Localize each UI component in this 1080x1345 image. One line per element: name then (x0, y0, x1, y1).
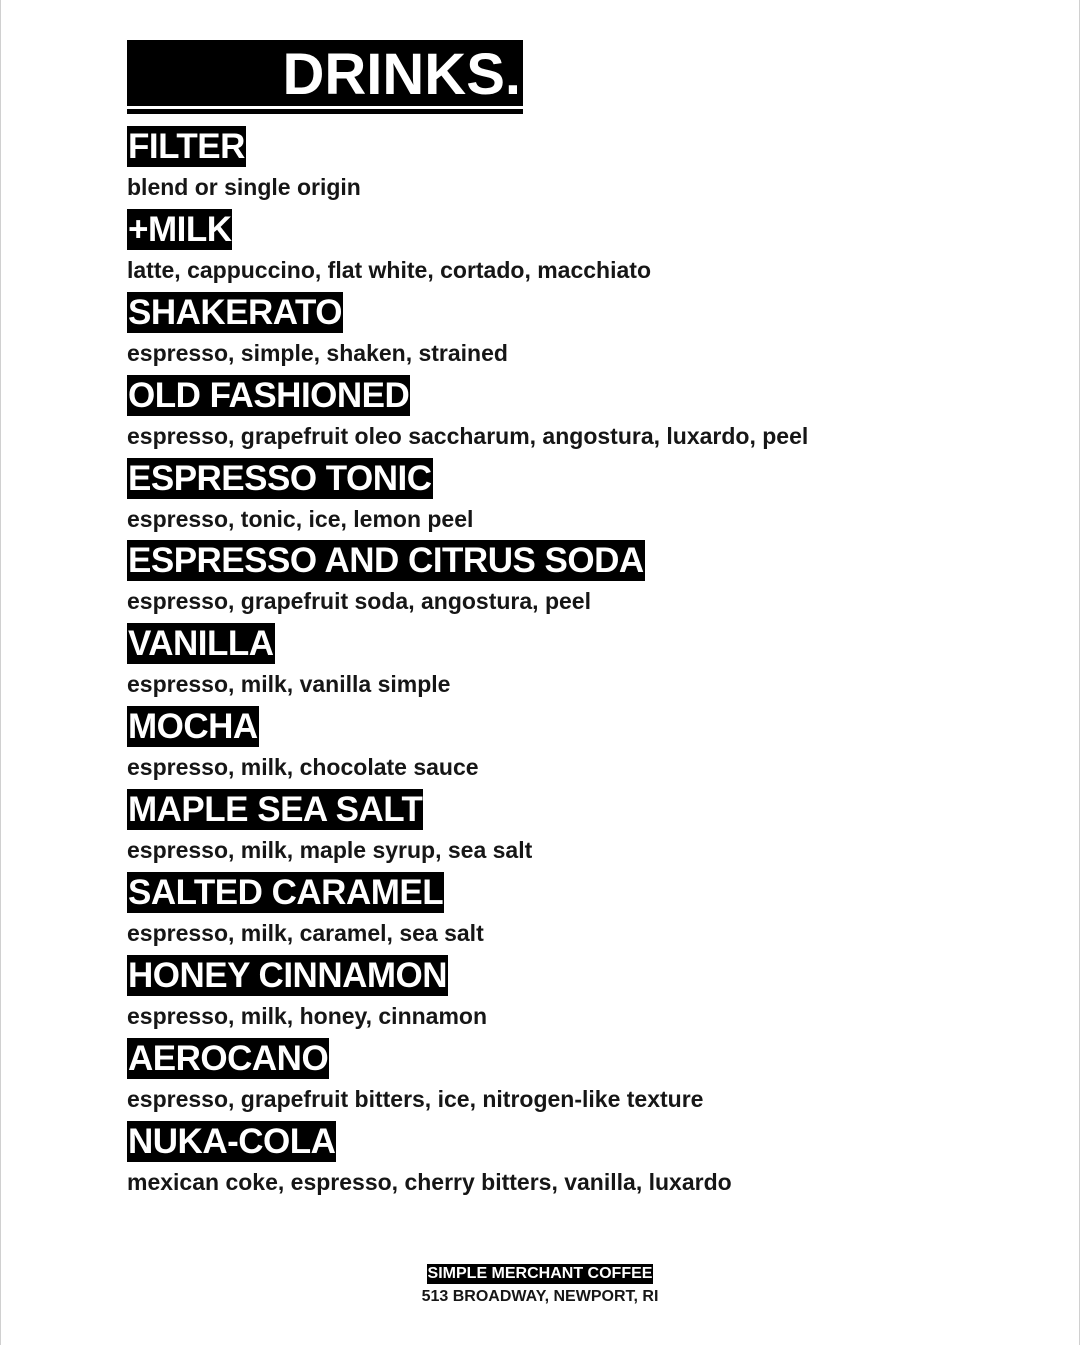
menu-item-name: OLD FASHIONED (128, 375, 410, 415)
menu-item-name: ESPRESSO AND CITRUS SODA (128, 541, 644, 581)
menu-item-description: espresso, milk, vanilla simple (127, 671, 451, 698)
menu-item-list (127, 126, 1027, 1204)
menu-item (127, 706, 1027, 789)
menu-item-description: espresso, milk, caramel, sea salt (127, 920, 484, 947)
shop-name: SIMPLE MERCHANT COFFEE (427, 1265, 653, 1282)
menu-item (127, 1121, 1027, 1204)
left-page-edge (0, 0, 1, 1345)
menu-item-name: AEROCANO (128, 1038, 329, 1078)
menu-item-description: espresso, grapefruit oleo saccharum, angostura, luxardo, peel (127, 422, 809, 449)
menu-item-name: NUKA-COLA (128, 1121, 336, 1161)
menu-item-description: latte, cappuccino, flat white, cortado, macchiato (127, 256, 651, 283)
menu-item (127, 623, 1027, 706)
menu-item (127, 292, 1027, 375)
menu-item (127, 1038, 1027, 1121)
menu-item-description: espresso, grapefruit bitters, ice, nitrogen-like texture (127, 1085, 704, 1112)
menu-item-description: espresso, simple, shaken, strained (127, 339, 508, 366)
menu-item-description: espresso, grapefruit soda, angostura, peel (127, 588, 591, 615)
menu-item-description: espresso, milk, honey, cinnamon (127, 1002, 488, 1029)
menu-item-name: FILTER (128, 127, 245, 166)
drinks-menu (127, 40, 1027, 1204)
menu-item (127, 955, 1027, 1038)
menu-item-name: MAPLE SEA SALT (128, 790, 423, 830)
menu-item-name: SHAKERATO (128, 292, 342, 332)
menu-item-description: espresso, tonic, ice, lemon peel (127, 505, 474, 532)
menu-title: DRINKS. (127, 40, 523, 106)
menu-item-name: MOCHA (128, 707, 258, 747)
footer (0, 1264, 1080, 1307)
menu-item-description: mexican coke, espresso, cherry bitters, vanilla, luxardo (127, 1168, 732, 1195)
menu-item-name: VANILLA (128, 624, 274, 664)
menu-item-description: espresso, milk, chocolate sauce (127, 754, 479, 781)
menu-item (127, 126, 1027, 209)
menu-item-name: +MILK (128, 209, 232, 249)
menu-item (127, 375, 1027, 458)
menu-item (127, 789, 1027, 872)
menu-item-name: SALTED CARAMEL (128, 873, 444, 913)
menu-title-block (127, 40, 523, 114)
menu-item (127, 458, 1027, 541)
shop-address: 513 BROADWAY, NEWPORT, RI (421, 1288, 659, 1305)
menu-item-name: ESPRESSO TONIC (128, 458, 432, 498)
menu-item (127, 872, 1027, 955)
menu-item (127, 209, 1027, 292)
menu-item-name: HONEY CINNAMON (128, 955, 448, 995)
menu-item-description: blend or single origin (127, 174, 361, 200)
menu-item (127, 540, 1027, 623)
menu-item-description: espresso, milk, maple syrup, sea salt (127, 837, 533, 864)
